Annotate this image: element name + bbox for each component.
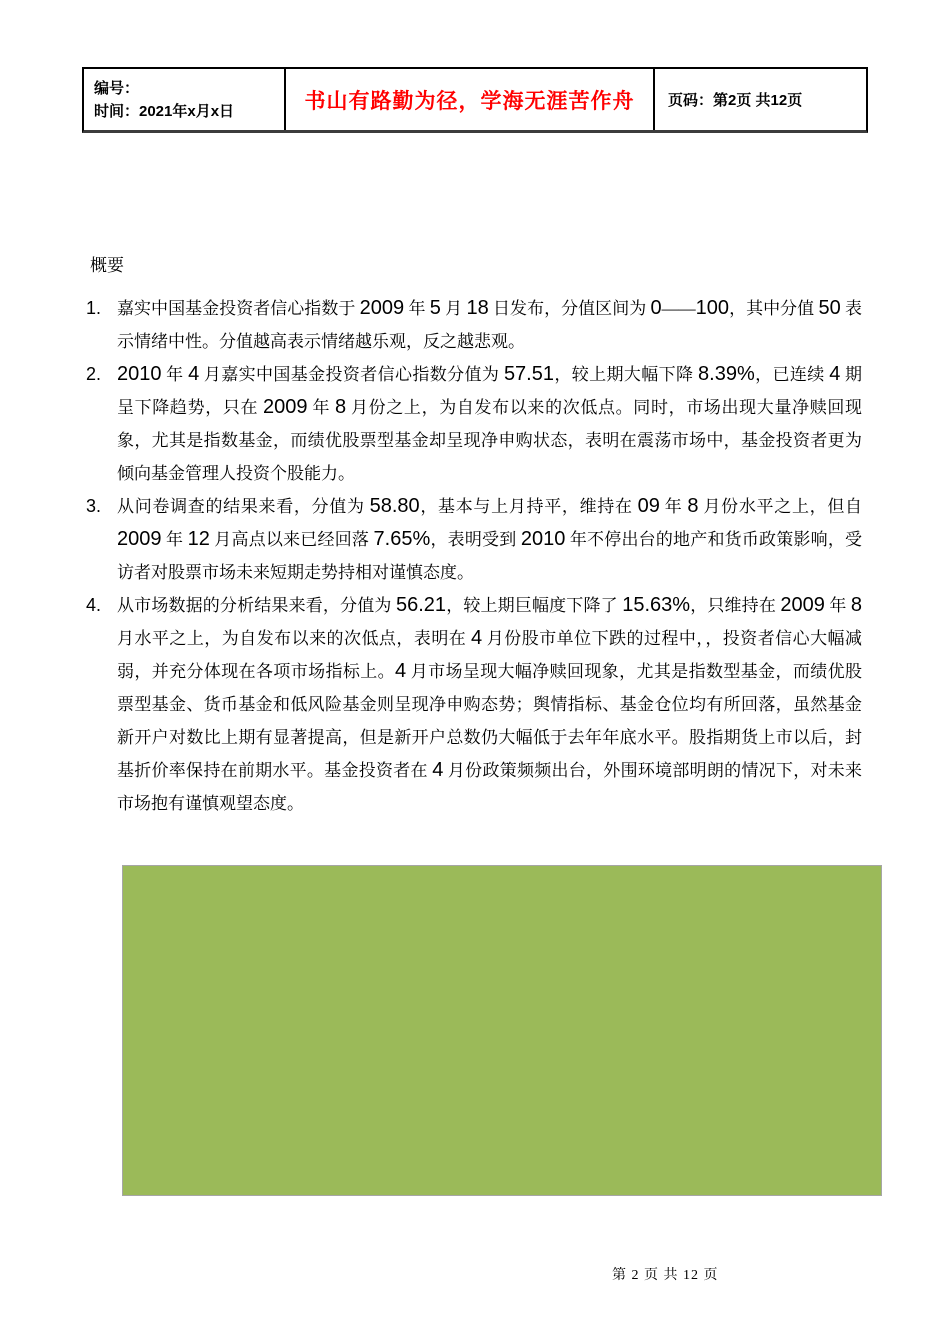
- footer-page-number: 第 2 页 共 12 页: [612, 1268, 719, 1283]
- list-item: [86, 490, 862, 589]
- slogan-text: 书山有路勤为径，学海无涯苦作舟: [304, 89, 635, 113]
- list-item-text: 从市场数据的分析结果来看，分值为 56.21，较上期巨幅度下降了 15.63%，只维持在 2009 年 8 月水平之上，为自发布以来的次低点，表明在 4 月份股市单位下跌的过程中，，投资者信心大幅减弱，并充分体现在各项市场指标上。4 月市场呈现大幅净赎回现象，尤其是指数型基金，而绩优股票型基金、货币基金和低风险基金则呈现净申购态势；舆情指标、基金仓位均有所回落，虽然基金新开户对数比上期有显著提高，但是新开户总数仍大幅低于去年年底水平。股指期货上市以后，封基折价率保持在前期水平。基金投资者在 4 月份政策频频出台，外围环境部明朗的情况下，对未来市场抱有谨慎观望态度。: [117, 594, 863, 813]
- header-cell-id: [84, 69, 284, 130]
- list-item: [86, 292, 862, 358]
- list-item-text: 从问卷调查的结果来看，分值为 58.80，基本与上月持平，维持在 09 年 8 月份水平之上，但自 2009 年 12 月高点以来已经回落 7.65%，表明受到 2010 年不停出台的地产和货币政策影响，受访者对股票市场未来短期走势持相对谨慎态度。: [117, 495, 863, 582]
- list-item-number: 2.: [86, 364, 102, 384]
- page-number-label: 页码：第2页 共12页: [668, 92, 803, 109]
- list-item: [86, 589, 862, 820]
- list-item-text: 嘉实中国基金投资者信心指数于 2009 年 5 月 18 日发布，分值区间为 0——100，其中分值 50 表示情绪中性。分值越高表示情绪越乐观，反之越悲观。: [117, 297, 863, 351]
- doc-time-label: 时间：2021年x月x日: [94, 102, 235, 120]
- header-cell-slogan: [284, 69, 653, 130]
- list-item-number: 4.: [86, 595, 102, 615]
- list-item-number: 3.: [86, 496, 102, 516]
- header-cell-page: [653, 69, 866, 130]
- list-item: [86, 358, 862, 490]
- header-table: [82, 67, 868, 133]
- doc-number-label: 编号：: [94, 79, 140, 97]
- list-item-text: 2010 年 4 月嘉实中国基金投资者信心指数分值为 57.51，较上期大幅下降 8.39%，已连续 4 期呈下降趋势，只在 2009 年 8 月份之上，为自发布以来的次低点。同时，市场出现大量净赎回现象，尤其是指数基金，而绩优股票型基金却呈现净申购状态，表明在震荡市场中，基金投资者更为倾向基金管理人投资个股能力。: [117, 363, 863, 483]
- image-placeholder: [122, 865, 882, 1196]
- summary-list: [86, 292, 862, 820]
- list-item-number: 1.: [86, 298, 102, 318]
- document-body: [86, 249, 862, 820]
- section-heading: 概要: [90, 256, 124, 275]
